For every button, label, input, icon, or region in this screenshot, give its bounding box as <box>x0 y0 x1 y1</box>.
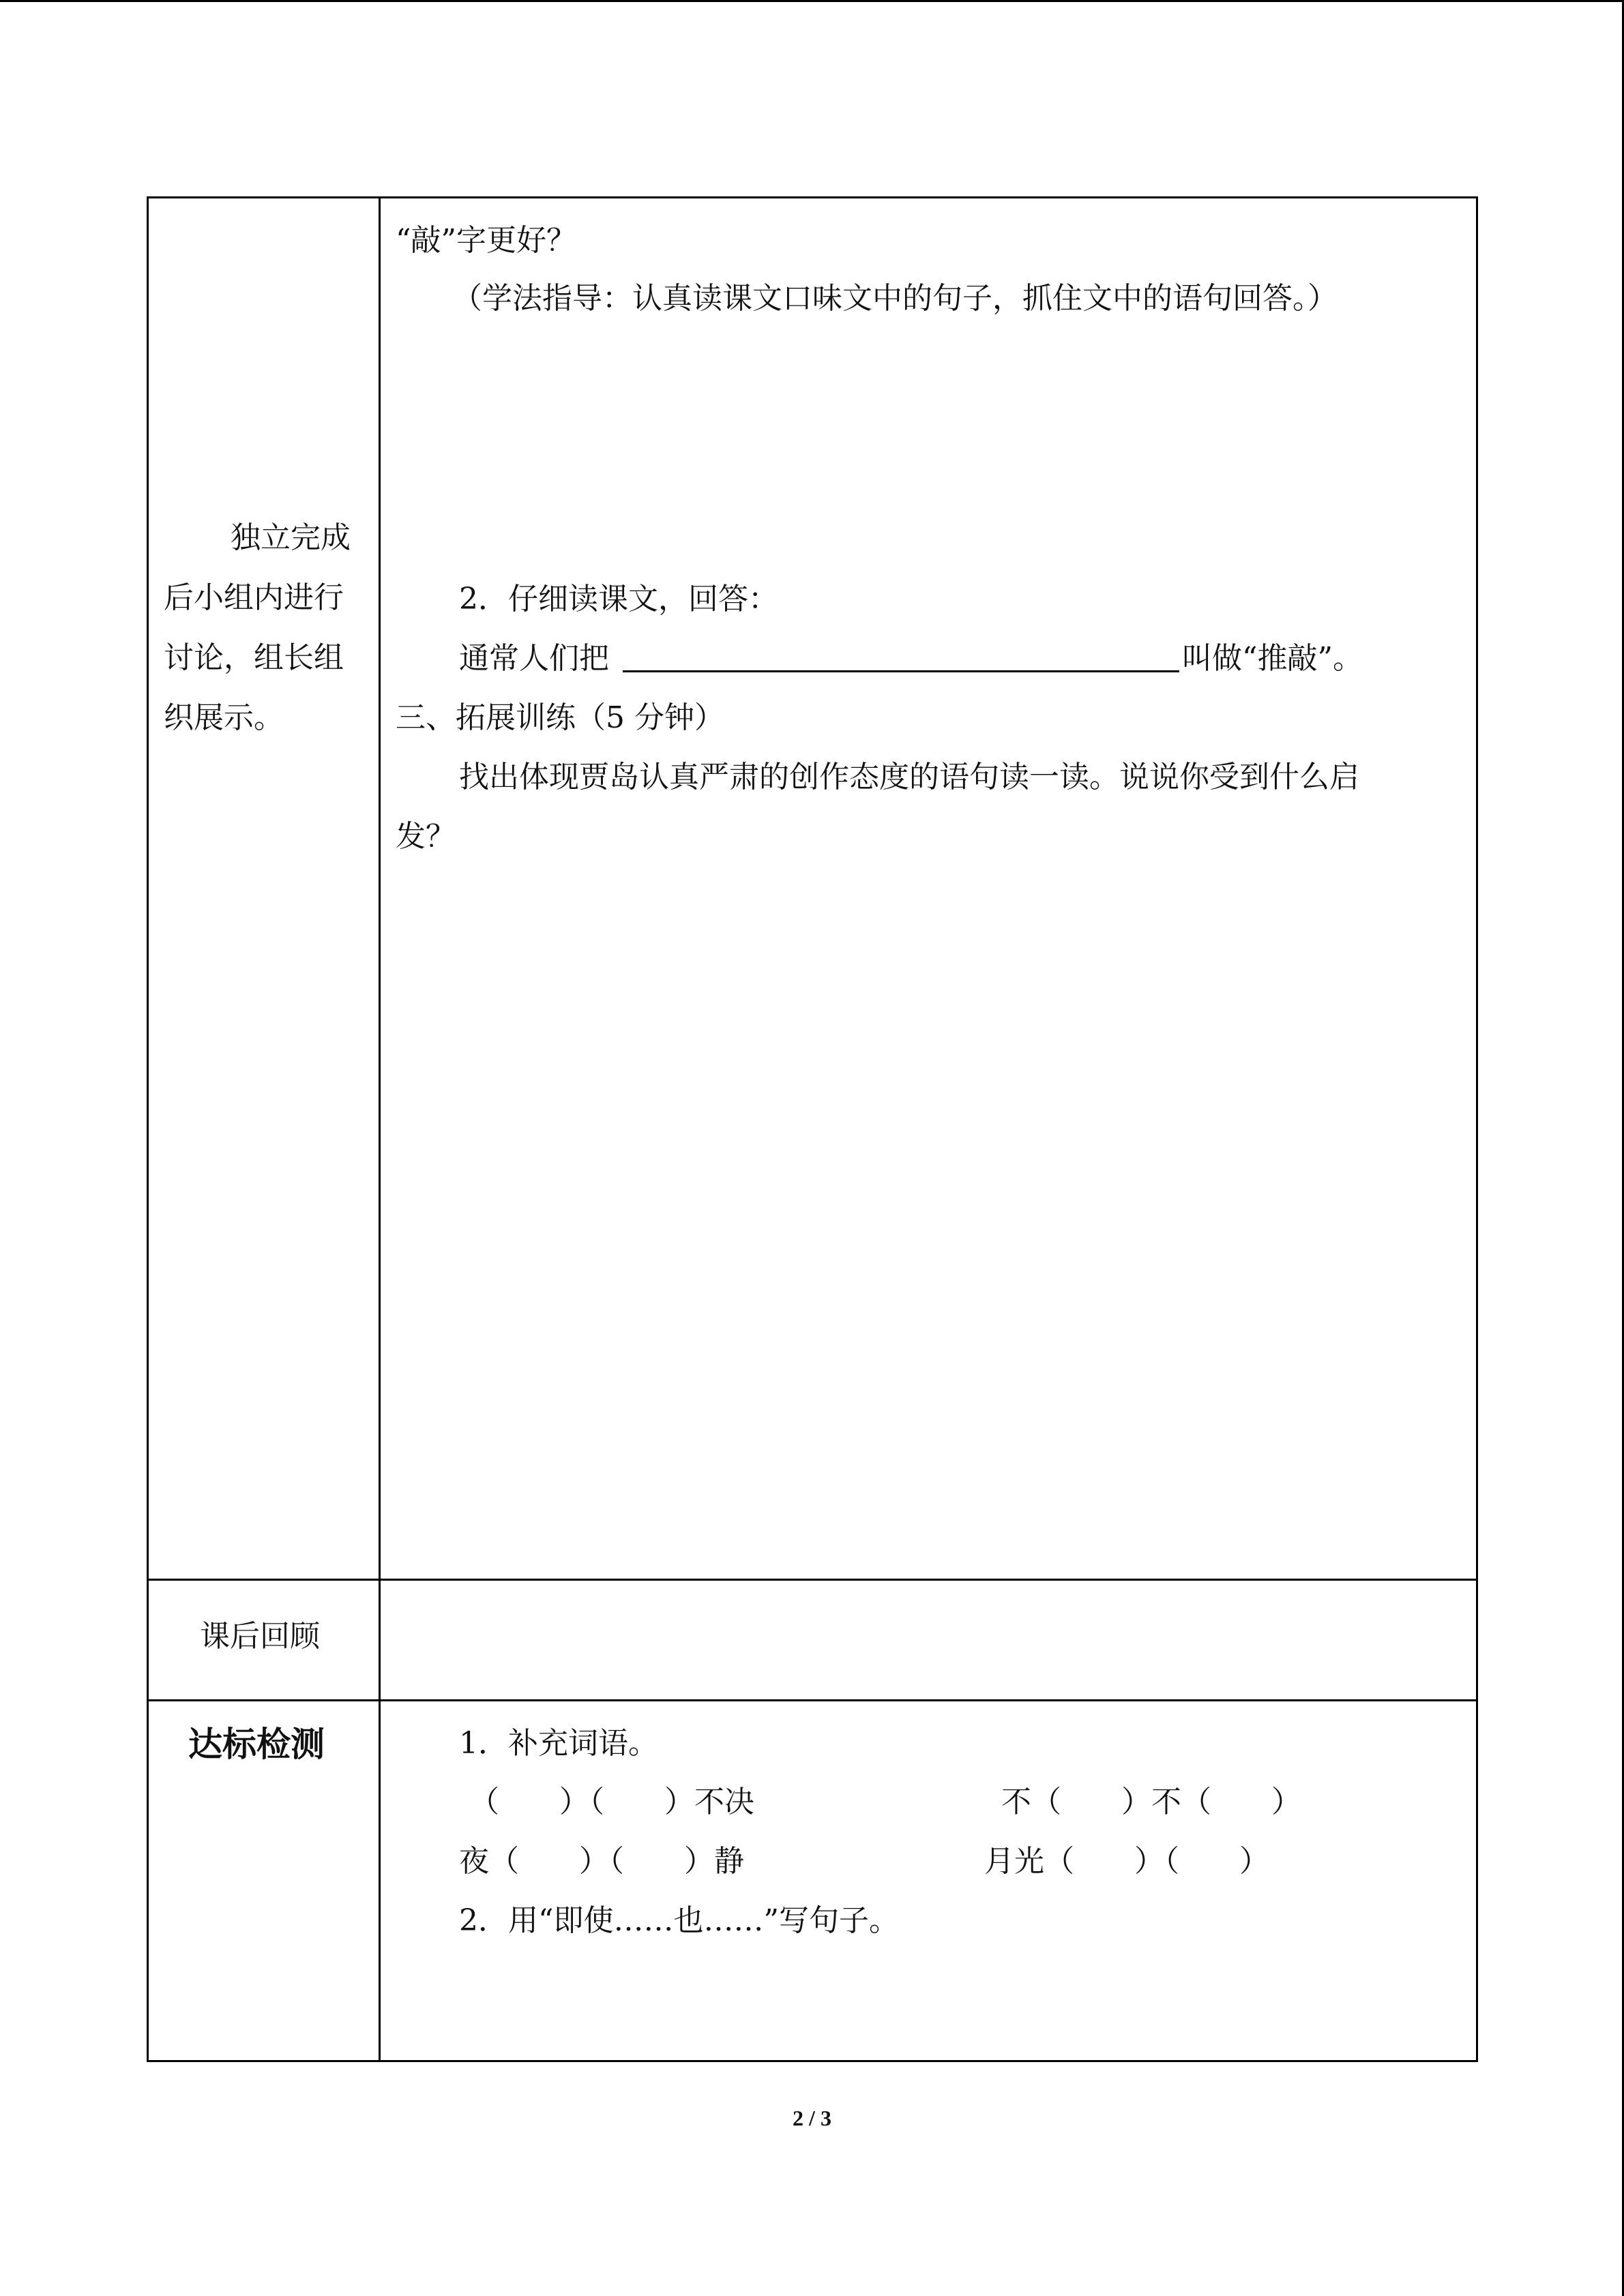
worksheet-table <box>147 196 1478 2062</box>
section-3-text-line-2: 发？ <box>396 819 456 854</box>
left-note-line-3: 讨论，组长组 <box>164 640 344 675</box>
page-number: 2 / 3 <box>793 2106 831 2130</box>
row-divider-1 <box>149 1579 1476 1581</box>
answer-blank-line[interactable] <box>623 670 1179 672</box>
question-2-suffix: 叫做“推敲”。 <box>1182 641 1363 676</box>
fill-in-row-2-right: 月光（ ）（ ） <box>984 1844 1269 1879</box>
assessment-heading: 达标检测 <box>188 1725 325 1764</box>
left-note-line-1: 独立完成 <box>231 520 351 555</box>
page-top-rule <box>0 0 1624 2</box>
fill-in-row-1-right: 不（ ）不（ ） <box>1001 1785 1301 1819</box>
column-divider <box>379 198 381 2060</box>
fill-in-row-2-left: 夜（ ）（ ）静 <box>459 1844 744 1879</box>
review-label: 课后回顾 <box>200 1619 320 1654</box>
method-hint: （学法指导：认真读课文口味文中的句子，抓住文中的语句回答。） <box>452 281 1338 316</box>
left-note-line-2: 后小组内进行 <box>164 580 344 615</box>
question-2-prefix: 通常人们把 <box>459 641 609 676</box>
sentence-task-title: 2．用“即使……也……”写句子。 <box>459 1903 899 1938</box>
fill-in-row-1-left: （ ）（ ）不决 <box>469 1785 754 1819</box>
section-3-title: 三、拓展训练（5 分钟） <box>396 700 724 735</box>
question-continuation: “敲”字更好？ <box>396 223 576 258</box>
row-divider-2 <box>149 1699 1476 1701</box>
section-3-text-line-1: 找出体现贾岛认真严肃的创作态度的语句读一读。说说你受到什么启 <box>459 760 1359 794</box>
question-2-title: 2．仔细读课文，回答： <box>459 582 778 616</box>
fill-in-title: 1．补充词语。 <box>459 1726 658 1761</box>
left-note-line-4: 织展示。 <box>164 700 284 735</box>
